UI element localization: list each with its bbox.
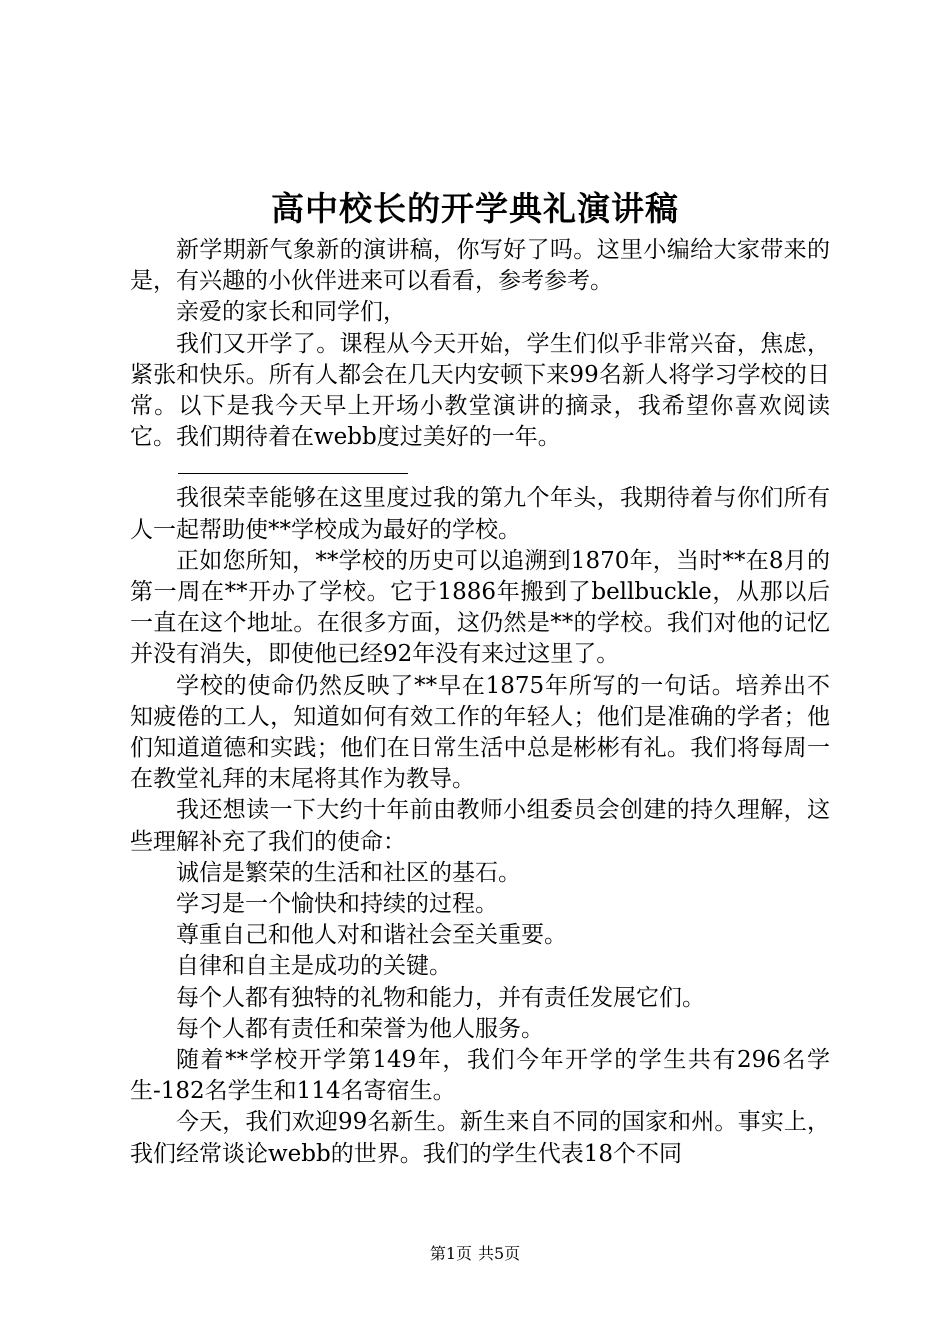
paragraph-ninth-year: 我很荣幸能够在这里度过我的第九个年头，我期待着与你们所有人一起帮助使**学校成为最好的学校。: [130, 485, 830, 543]
list-item-respect: 尊重自己和他人对和谐社会至关重要。: [176, 922, 567, 949]
list-item-self-discipline: 自律和自主是成功的关键。: [176, 953, 452, 980]
paragraph-mission: 学校的使命仍然反映了**早在1875年所写的一句话。培养出不知疲倦的工人，知道如何有效工作的年轻人；他们是准确的学者；他们知道道德和实践；他们在日常生活中总是彬彬有礼。我们将每周一在教堂礼拜的末尾将其作为教导。: [130, 672, 830, 793]
paragraph-intro: 新学期新气象新的演讲稿，你写好了吗。这里小编给大家带来的是，有兴趣的小伙伴进来可以看看，参考参考。: [130, 237, 830, 295]
page-number: 第1页: [429, 1244, 472, 1263]
list-item-learning: 学习是一个愉快和持续的过程。: [176, 891, 498, 918]
list-item-gifts: 每个人都有独特的礼物和能力，并有责任发展它们。: [176, 984, 705, 1011]
page-footer: [0, 1243, 950, 1265]
paragraph-understandings: 我还想读一下大约十年前由教师小组委员会创建的持久理解，这些理解补充了我们的使命：: [130, 797, 830, 855]
list-item-integrity: 诚信是繁荣的生活和社区的基石。: [176, 859, 521, 886]
list-item-service: 每个人都有责任和荣誉为他人服务。: [176, 1015, 544, 1042]
separator-line: [178, 473, 408, 474]
document-body: [130, 235, 830, 1170]
paragraph-welcome: 今天，我们欢迎99名新生。新生来自不同的国家和州。事实上，我们经常谈论webb的世界。我们的学生代表18个不同: [130, 1109, 830, 1167]
paragraph-salutation: 亲爱的家长和同学们，: [176, 299, 406, 326]
page-total: 共5页: [478, 1244, 521, 1263]
paragraph-enrollment: 随着**学校开学第149年，我们今年开学的学生共有296名学生-182名学生和114名寄宿生。: [130, 1047, 830, 1105]
paragraph-history: 正如您所知，**学校的历史可以追溯到1870年，当时**在8月的第一周在**开办了学校。它于1886年搬到了bellbuckle，从那以后一直在这个地址。在很多方面，这仍然是**的学校。我们对他的记忆并没有消失，即使他已经92年没有来过这里了。: [130, 547, 830, 668]
page-title: 高中校长的开学典礼演讲稿: [271, 189, 679, 228]
paragraph-opening: 我们又开学了。课程从今天开始，学生们似乎非常兴奋，焦虑，紧张和快乐。所有人都会在几天内安顿下来99名新人将学习学校的日常。以下是我今天早上开场小教堂演讲的摘录，我希望你喜欢阅读它。我们期待着在webb度过美好的一年。: [130, 330, 830, 451]
